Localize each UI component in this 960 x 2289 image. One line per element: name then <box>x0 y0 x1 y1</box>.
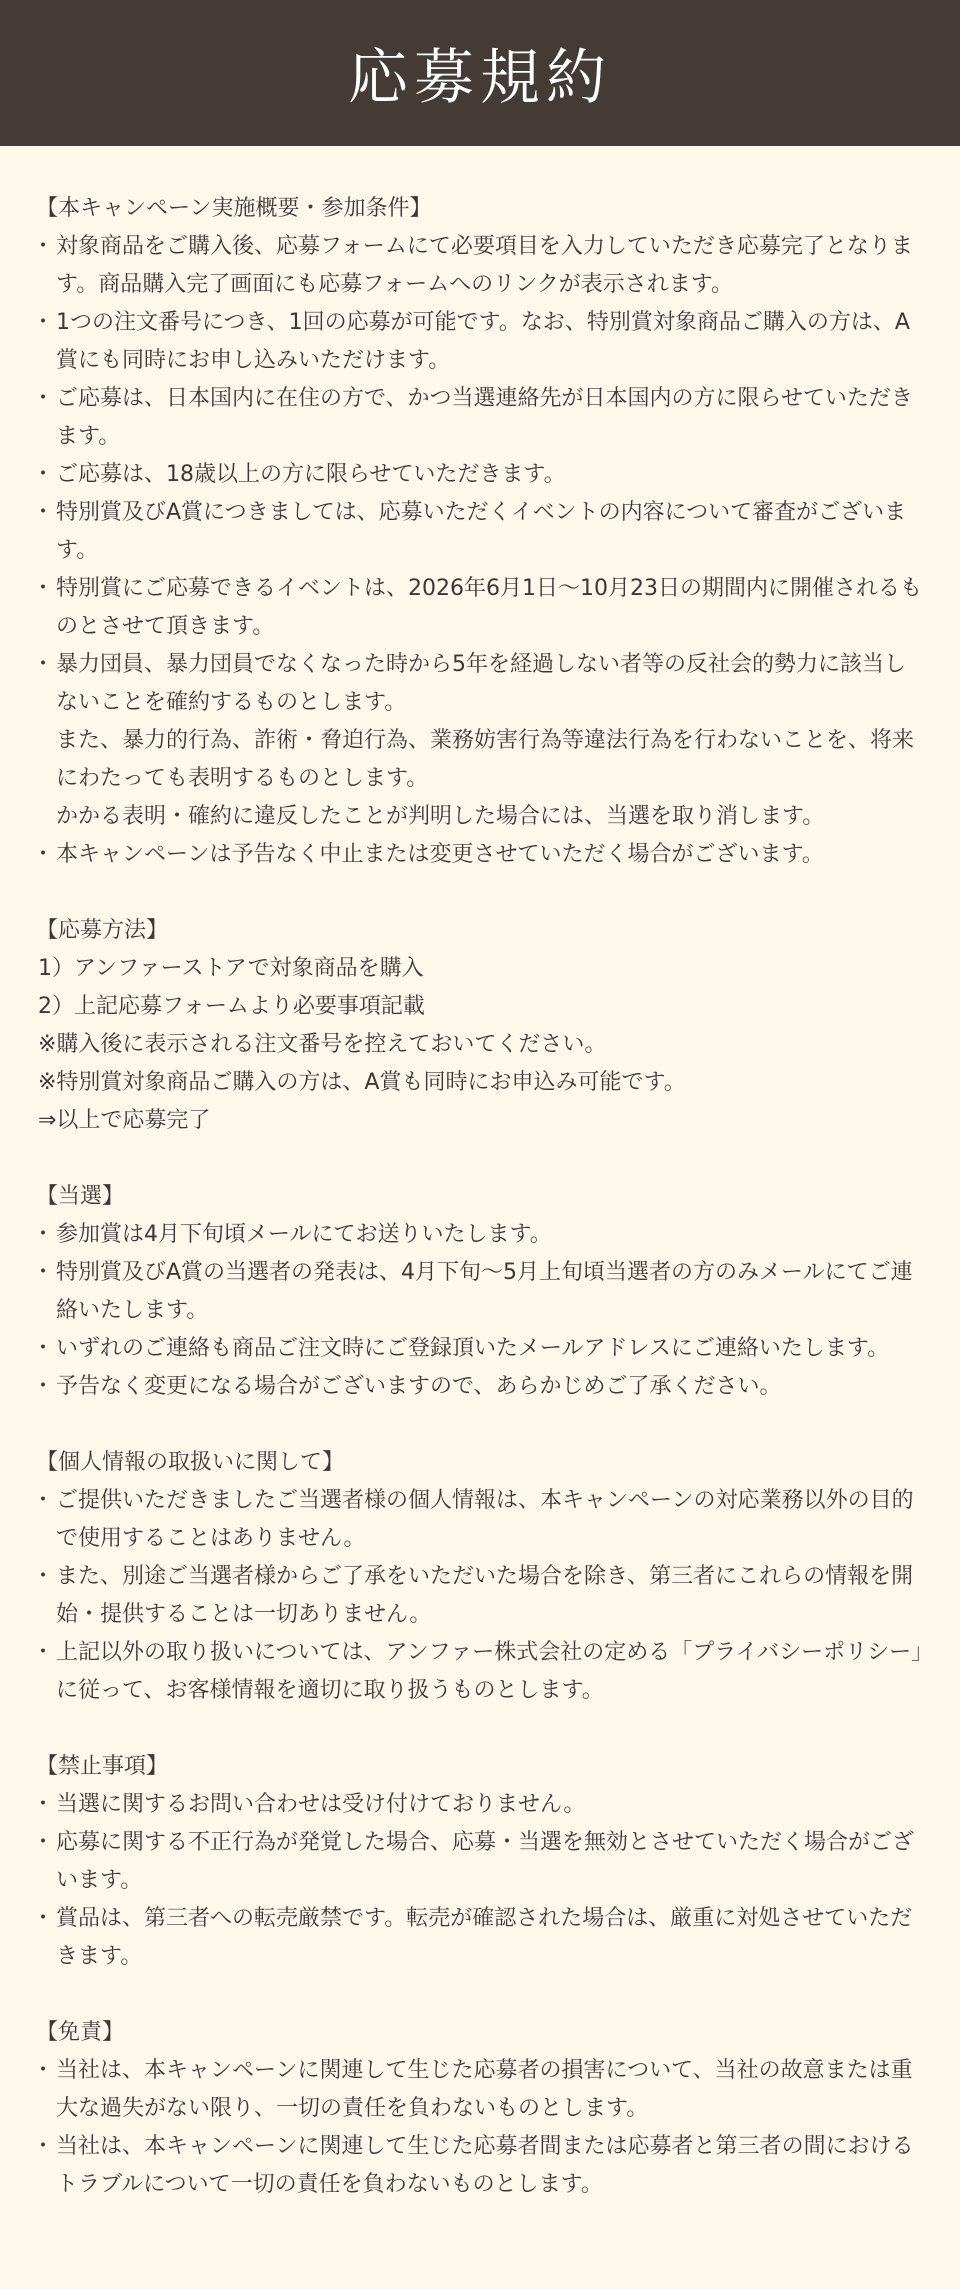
page-header <box>0 0 960 146</box>
section-title: 【本キャンペーン実施概要・参加条件】 <box>36 196 432 221</box>
list-item: ・ いずれのご連絡も商品ご注文時にご登録頂いたメールアドレスにご連絡いたします。 <box>36 1330 924 1368</box>
list-item: ・ 予告なく変更になる場合がございますので、あらかじめご了承ください。 <box>36 1368 924 1406</box>
terms-content <box>0 146 960 2204</box>
list-item: ・ ご提供いただきましたご当選者様の個人情報は、本キャンペーンの対応業務以外の目的で使用することはありません。 <box>36 1482 924 1558</box>
bullet-list <box>36 228 924 874</box>
bullet-list <box>36 1216 924 1406</box>
bullet-list <box>36 1482 924 1710</box>
antisocial-line: かかる表明・確約に違反したことが判明した場合には、当選を取り消します。 <box>56 804 825 829</box>
list-item: ・ ご応募は、日本国内に在住の方で、かつ当選連絡先が日本国内の方に限らせていただきます。 <box>36 380 924 456</box>
list-item: ・ 特別賞及びA賞の当選者の発表は、4月下旬〜5月上旬頃当選者の方のみメールにてご連絡いたします。 <box>36 1254 924 1330</box>
section-title: 【個人情報の取扱いに関して】 <box>36 1450 345 1475</box>
section-title: 【応募方法】 <box>36 918 169 943</box>
list-item: ・ ご応募は、18歳以上の方に限らせていただきます。 <box>36 456 924 494</box>
page-title: 応募規約 <box>348 43 612 113</box>
list-item: ・ 1つの注文番号につき、1回の応募が可能です。なお、特別賞対象商品ご購入の方は、A賞にも同時にお申し込みいただけます。 <box>36 304 924 380</box>
list-item: ・ また、別途ご当選者様からご了承をいただいた場合を除き、第三者にこれらの情報を開始・提供することは一切ありません。 <box>36 1558 924 1634</box>
method-line: 1）アンファーストアで対象商品を購入 <box>38 956 424 981</box>
list-item: ・ 参加賞は4月下旬頃メールにてお送りいたします。 <box>36 1216 924 1254</box>
section-winning <box>36 1178 924 1406</box>
bullet-list <box>36 1786 924 1976</box>
list-item: ・ 賞品は、第三者への転売厳禁です。転売が確認された場合は、厳重に対処させていただきます。 <box>36 1900 924 1976</box>
method-note: ※購入後に表示される注文番号を控えておいてください。 <box>38 1032 607 1057</box>
bullet-list <box>36 2052 924 2204</box>
section-privacy <box>36 1444 924 1710</box>
antisocial-line: ・ 暴力団員、暴力団員でなくなった時から5年を経過しない者等の反社会的勢力に該当しないことを確約するものとします。 <box>56 652 906 715</box>
list-item-antisocial <box>36 646 924 836</box>
list-item: ・ 特別賞及びA賞につきましては、応募いただくイベントの内容について審査がございます。 <box>36 494 924 570</box>
list-item: ・ 特別賞にご応募できるイベントは、2026年6月1日〜10月23日の期間内に開催されるものとさせて頂きます。 <box>36 570 924 646</box>
section-title: 【禁止事項】 <box>36 1754 169 1779</box>
section-method <box>36 912 924 1140</box>
method-note: ※特別賞対象商品ご購入の方は、A賞も同時にお申込み可能です。 <box>38 1070 686 1095</box>
method-line: 2）上記応募フォームより必要事項記載 <box>38 994 425 1019</box>
list-item: ・ 応募に関する不正行為が発覚した場合、応募・当選を無効とさせていただく場合がございます。 <box>36 1824 924 1900</box>
list-item: ・ 当社は、本キャンペーンに関連して生じた応募者の損害について、当社の故意または重大な過失がない限り、一切の責任を負わないものとします。 <box>36 2052 924 2128</box>
antisocial-line: また、暴力的行為、詐術・脅迫行為、業務妨害行為等違法行為を行わないことを、将来にわたっても表明するものとします。 <box>56 728 915 791</box>
section-title: 【当選】 <box>36 1184 125 1209</box>
list-item: ・ 当選に関するお問い合わせは受け付けておりません。 <box>36 1786 924 1824</box>
section-disclaimer <box>36 2014 924 2204</box>
list-item: ・ 上記以外の取り扱いについては、アンファー株式会社の定める「プライバシーポリシー」に従って、お客様情報を適切に取り扱うものとします。 <box>36 1634 924 1710</box>
list-item: ・ 当社は、本キャンペーンに関連して生じた応募者間または応募者と第三者の間におけるトラブルについて一切の責任を負わないものとします。 <box>36 2128 924 2204</box>
section-prohibited <box>36 1748 924 1976</box>
section-overview <box>36 190 924 874</box>
section-title: 【免責】 <box>36 2020 125 2045</box>
list-item: ・ 対象商品をご購入後、応募フォームにて必要項目を入力していただき応募完了となります。商品購入完了画面にも応募フォームへのリンクが表示されます。 <box>36 228 924 304</box>
method-complete: ⇒以上で応募完了 <box>38 1108 211 1133</box>
list-item: ・ 本キャンペーンは予告なく中止または変更させていただく場合がございます。 <box>36 836 924 874</box>
